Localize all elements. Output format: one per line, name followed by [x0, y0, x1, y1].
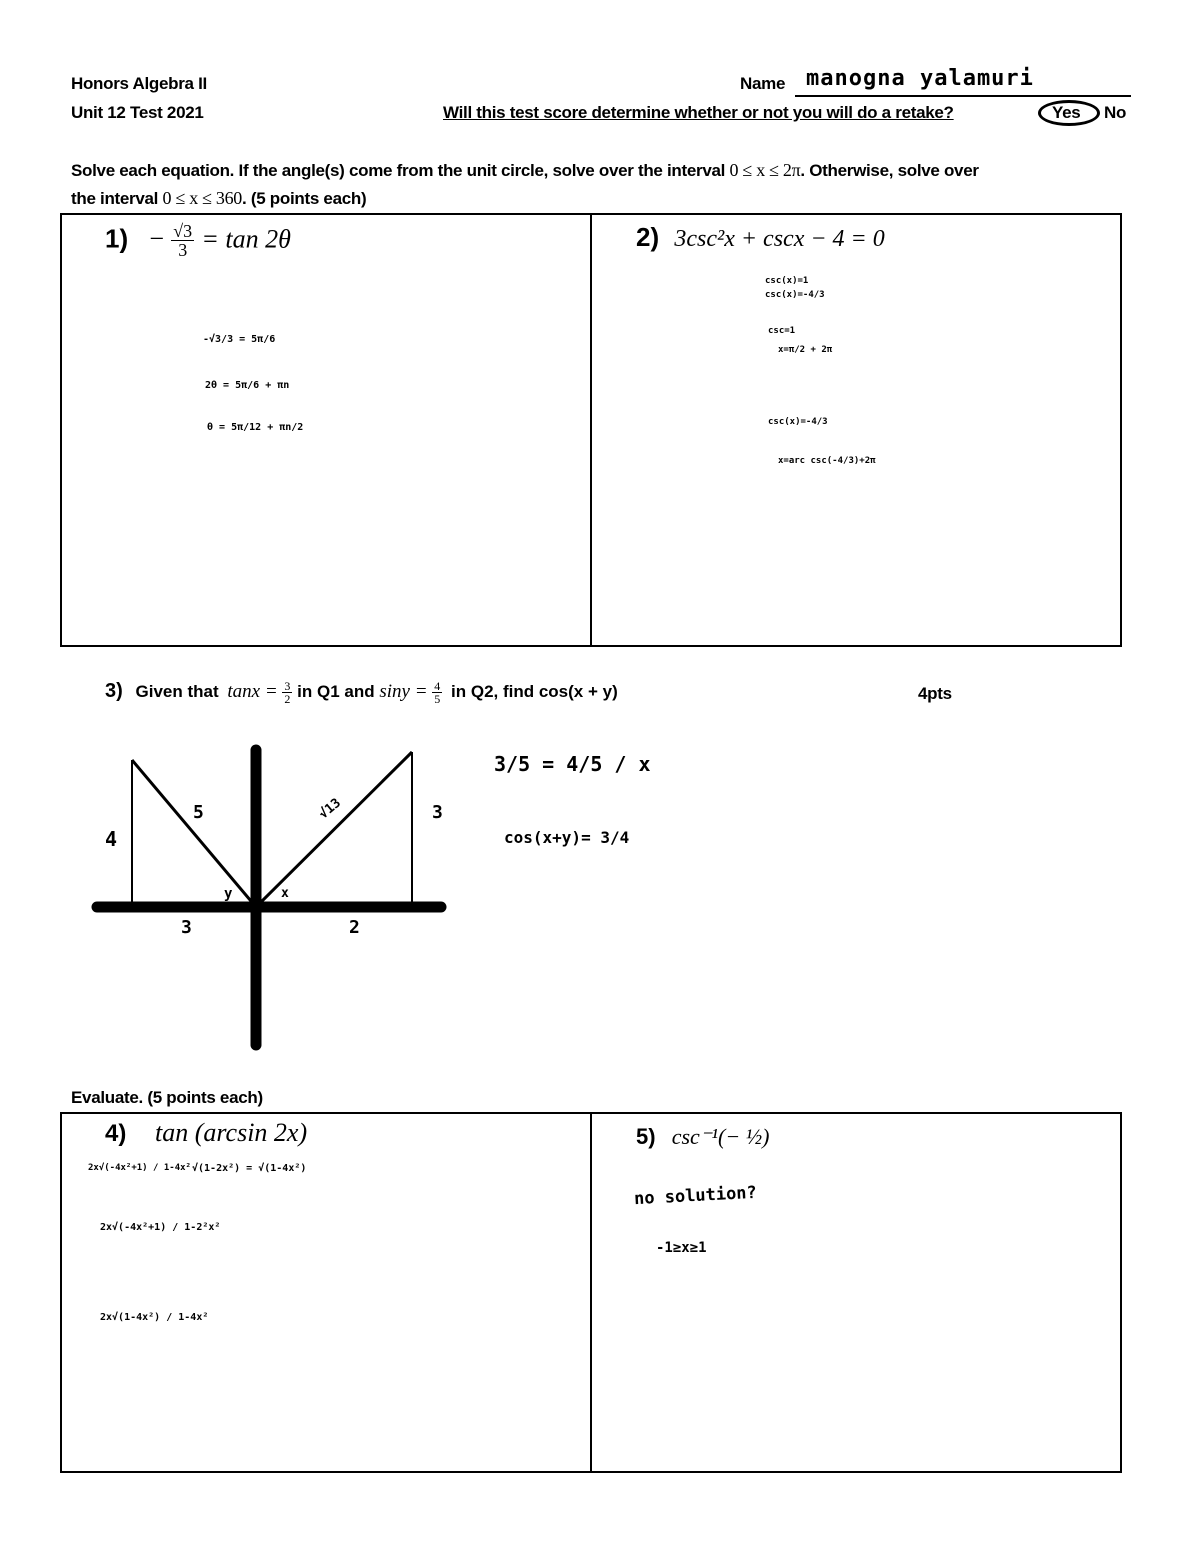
label-angle-x: x [281, 886, 289, 901]
problem-2-number: 2) [636, 222, 660, 252]
problem-1-work-3: θ = 5π/12 + πn/2 [207, 422, 304, 433]
label-right-hypotenuse: √13 [316, 795, 344, 823]
course-title: Honors Algebra II [71, 74, 207, 93]
interval-unit-circle: 0 ≤ x ≤ 2π [729, 160, 801, 180]
student-name: manogna yalamuri [806, 66, 1034, 91]
problem-3-triangle-diagram [85, 740, 455, 1055]
right-triangle-hypotenuse [256, 752, 412, 907]
problem-4-work-1: 2x√(-4x²+1) / 1-4x² [88, 1163, 191, 1173]
problem-1-rhs: = tan 2θ [201, 224, 291, 254]
problem-2-work-5: csc(x)=-4/3 [768, 417, 828, 427]
problem-2-work-4: x=π/2 + 2π [778, 345, 833, 355]
problem-1-work-1: -√3/3 = 5π/6 [203, 334, 276, 345]
problem-3: 3) Given that tanx = $\frac{3}{2}$ in Q1 and siny = $\frac{4}{5}$ in Q2, find cos(x + y) [105, 679, 618, 707]
problem-4 [105, 1118, 307, 1148]
problem-1-work-2: 2θ = 5π/6 + πn [205, 380, 290, 391]
problem-5-number: 5) [636, 1124, 656, 1149]
problem-4-expression: tan (arcsin 2x) [155, 1118, 308, 1147]
yes-option: Yes [1052, 103, 1081, 122]
sin-fraction: $\frac{4}{5}$ [434, 679, 441, 707]
test-title: Unit 12 Test 2021 [71, 103, 204, 122]
problem-5-expression: csc⁻¹(− ½) [671, 1124, 770, 1149]
evaluate-header: Evaluate. (5 points each) [71, 1088, 263, 1107]
problem-3-points: 4pts [918, 684, 952, 703]
problem-3-work-2: cos(x+y)= 3/4 [504, 828, 630, 847]
instructions-line-1: Solve each equation. If the angle(s) come from the unit circle, solve over the interval 0 ≤ x ≤ 2π. Otherwise, solve over [71, 160, 979, 180]
label-angle-y: y [224, 886, 233, 902]
problem-5-work-2: -1≥x≥1 [656, 1240, 707, 1256]
label-right-base: 2 [349, 917, 360, 938]
problem-2-work-6: x=arc csc(-4/3)+2π [778, 456, 876, 466]
problem-5-work-1: no solution? [633, 1182, 758, 1210]
left-triangle-hypotenuse [132, 760, 256, 907]
label-left-hypotenuse: 5 [193, 802, 204, 823]
tan-fraction: $\frac{3}{2}$ [284, 679, 291, 707]
problem-4-work-3: 2x√(-4x²+1) / 1-2²x² [100, 1222, 221, 1233]
problem-2-work-2: csc(x)=-4/3 [765, 290, 825, 300]
interval-degrees: 0 ≤ x ≤ 360 [162, 188, 243, 208]
problem-2-work-3: csc=1 [768, 326, 796, 336]
no-option: No [1104, 103, 1127, 122]
label-left-vertical: 4 [105, 827, 118, 851]
problem-3-work-1: 3/5 = 4/5 / x [494, 752, 651, 776]
problem-2-equation: 3csc²x + cscx − 4 = 0 [674, 226, 885, 252]
instructions-line-2: the interval 0 ≤ x ≤ 360. (5 points each) [71, 188, 367, 208]
problem-4-work-2: √(1-2x²) = √(1-4x²) [192, 1163, 307, 1174]
retake-question: Will this test score determine whether or not you will do a retake? [443, 103, 954, 122]
problem-3-number: 3) [105, 680, 123, 702]
problem-2-work-1: csc(x)=1 [765, 276, 809, 286]
problem-1-number: 1) [105, 223, 129, 254]
problems-4-5-divider [590, 1112, 592, 1473]
problem-2 [636, 222, 885, 253]
problem-5 [636, 1124, 769, 1150]
problem-4-work-4: 2x√(1-4x²) / 1-4x² [100, 1312, 209, 1323]
label-left-base: 3 [181, 917, 192, 938]
problems-1-2-divider [590, 213, 592, 647]
problem-1: 1) − $\frac{√3}{3}$ = tan 2θ [105, 221, 291, 260]
label-right-vertical: 3 [432, 802, 443, 823]
problem-1-fraction: $\frac{√3}{3}$ [173, 221, 193, 260]
problem-4-number: 4) [105, 1120, 127, 1147]
name-line [795, 95, 1131, 97]
name-label: Name [740, 74, 786, 93]
